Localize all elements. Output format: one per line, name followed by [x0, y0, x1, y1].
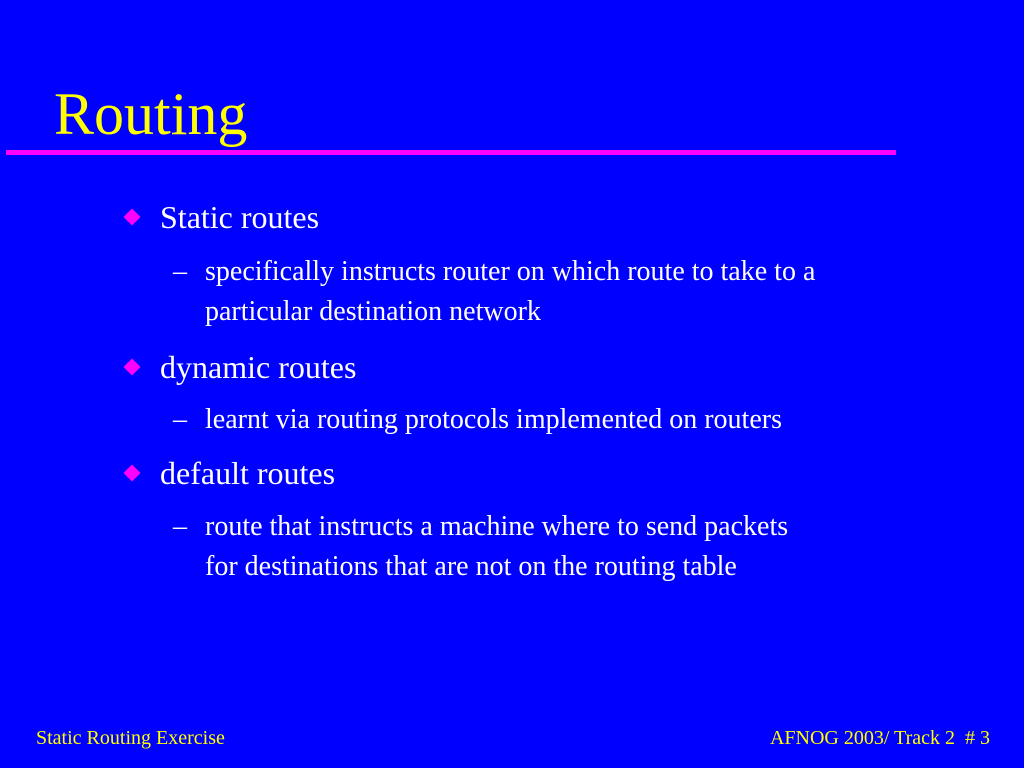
dash-marker: –: [173, 511, 187, 542]
bullet-text: default routes: [160, 455, 336, 491]
bullet-static-routes: [160, 199, 319, 235]
diamond-bullet-icon: [124, 359, 141, 376]
sub-bullet-text: for destinations that are not on the routing table: [205, 551, 737, 582]
sub-bullet-dynamic-routes: [173, 400, 782, 440]
diamond-bullet-icon: [124, 465, 141, 482]
footer-right: AFNOG 2003/ Track 2 # 3: [769, 727, 990, 749]
diamond-bullet-icon: [124, 209, 141, 226]
dash-marker: –: [173, 256, 187, 287]
sub-bullet-text: specifically instructs router on which route to take to a: [205, 256, 816, 287]
sub-bullet-static-routes-cont: [205, 292, 541, 332]
bullet-text: dynamic routes: [160, 349, 357, 385]
sub-bullet-default-routes-cont: [205, 547, 737, 587]
sub-bullet-default-routes: [173, 507, 789, 547]
footer-left: Static Routing Exercise: [36, 727, 225, 749]
bullet-text: Static routes: [160, 199, 320, 235]
sub-bullet-static-routes: [173, 252, 816, 292]
sub-bullet-text: learnt via routing protocols implemented on routers: [205, 404, 782, 435]
bullet-default-routes: [160, 455, 335, 491]
slide-title: Routing: [54, 81, 248, 147]
sub-bullet-text: particular destination network: [205, 296, 541, 327]
dash-marker: –: [173, 404, 187, 435]
bullet-dynamic-routes: [160, 349, 356, 385]
sub-bullet-text: route that instructs a machine where to send packets: [205, 511, 789, 542]
